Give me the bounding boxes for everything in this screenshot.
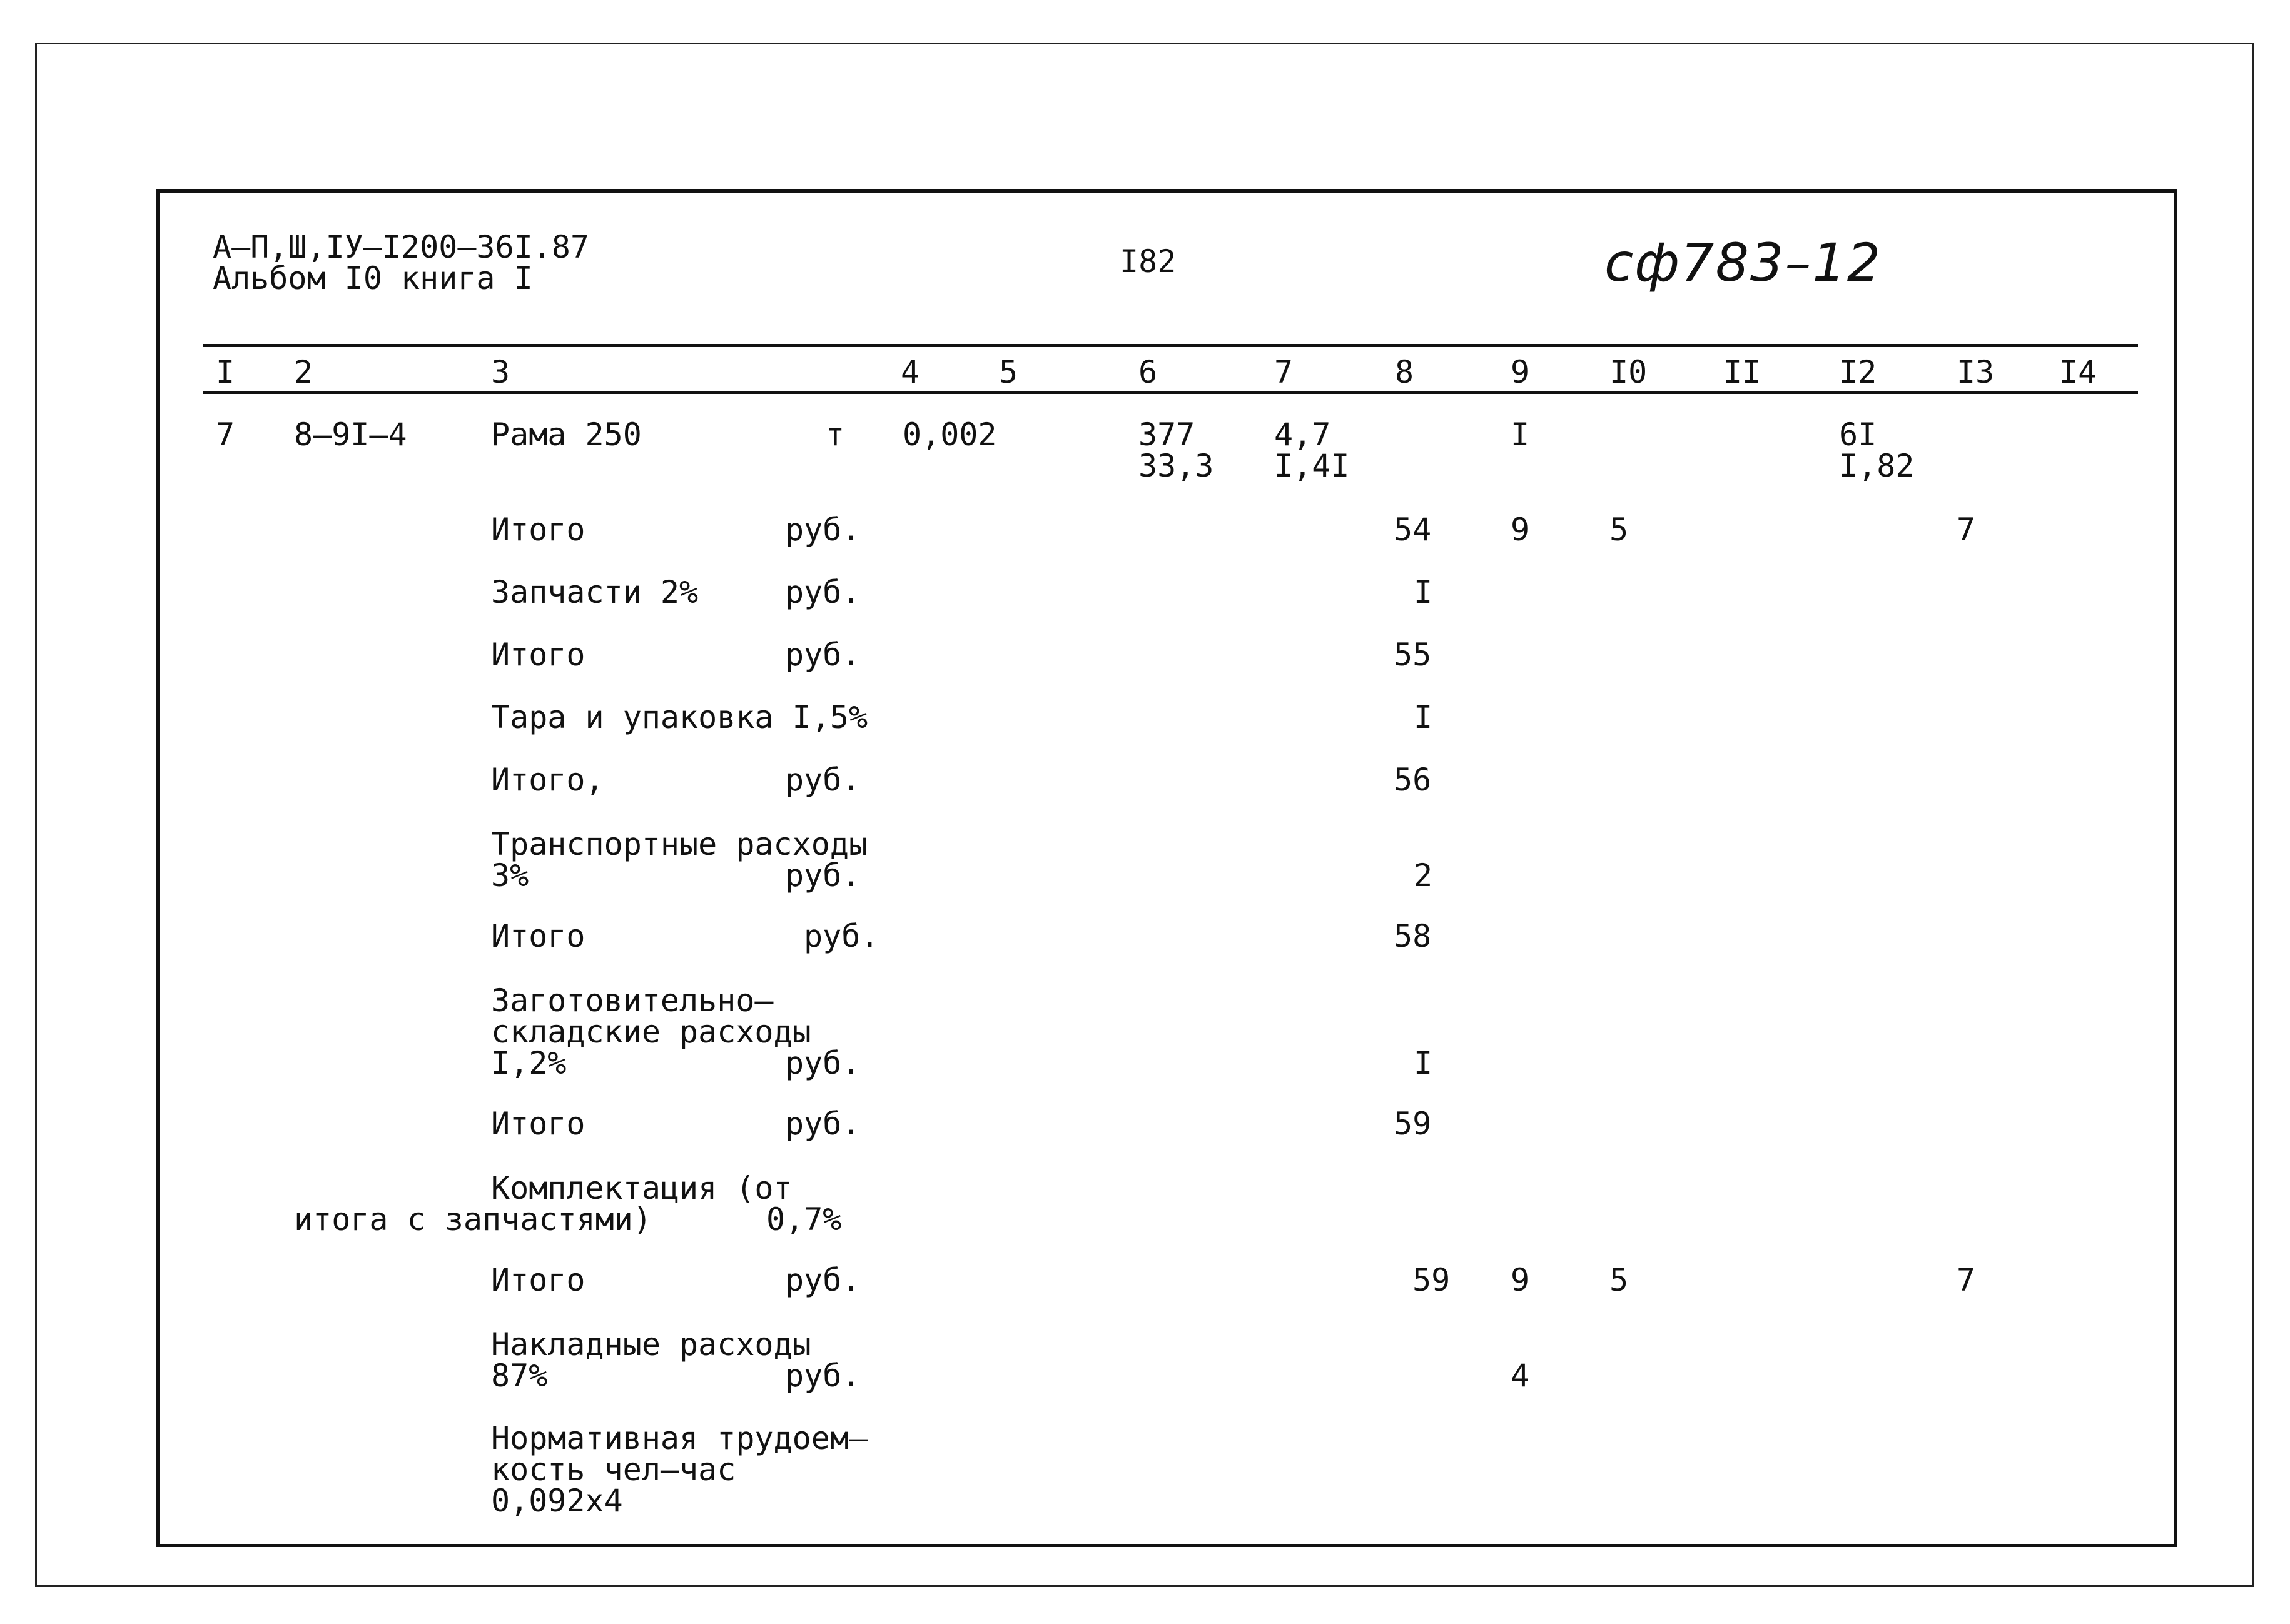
line-label: Транспортные расходы <box>491 826 868 862</box>
col-header-8: 8 <box>1395 354 1414 390</box>
line-unit: руб. <box>785 1106 861 1142</box>
line-col8: 56 <box>1394 762 1432 798</box>
col-header-5: 5 <box>999 354 1018 390</box>
line-col9: 9 <box>1511 1262 1530 1298</box>
row-col7-b: I,4I <box>1274 448 1350 484</box>
line-label: Запчасти 2% <box>491 574 699 610</box>
line-label-rate: 87% <box>491 1358 548 1394</box>
page-number: I82 <box>1120 243 1177 280</box>
col-header-13: I3 <box>1957 354 1995 390</box>
line-col10: 5 <box>1609 1262 1629 1298</box>
line-label: Нормативная трудоем– <box>491 1420 868 1456</box>
line-label: Тара и упаковка I,5% <box>491 699 868 735</box>
line-unit: руб. <box>785 512 861 548</box>
col-header-14: I4 <box>2059 354 2097 390</box>
col-header-10: I0 <box>1609 354 1648 390</box>
col-header-3: 3 <box>491 354 510 390</box>
col-header-6: 6 <box>1138 354 1158 390</box>
col-header-12: I2 <box>1839 354 1877 390</box>
line-unit: руб. <box>785 637 861 673</box>
col-header-2: 2 <box>294 354 313 390</box>
row-number: 7 <box>216 416 235 453</box>
col-header-4: 4 <box>901 354 920 390</box>
row-col6-b: 33,3 <box>1138 448 1214 484</box>
line-label-rate: 3% <box>491 857 529 894</box>
album-label: Альбом I0 книга I <box>213 260 533 296</box>
line-col8: I <box>1414 699 1433 735</box>
line-col8: 54 <box>1394 512 1432 548</box>
row-col7-a: 4,7 <box>1274 416 1331 453</box>
line-col13: 7 <box>1957 1262 1976 1298</box>
row-unit: т <box>826 416 845 453</box>
line-label-rate: 0,092х4 <box>491 1483 623 1519</box>
line-label: Накладные расходы <box>491 1326 811 1363</box>
line-unit: руб. <box>785 762 861 798</box>
header-top-rule <box>203 344 2138 347</box>
line-label-rate: I,2% <box>491 1045 567 1081</box>
row-col6-a: 377 <box>1138 416 1195 453</box>
line-label: Комплектация (от <box>491 1170 793 1206</box>
row-name: Рама 250 <box>491 416 642 453</box>
col-header-11: II <box>1723 354 1761 390</box>
line-col9: 9 <box>1511 512 1530 548</box>
line-unit: руб. <box>785 857 861 894</box>
col-header-7: 7 <box>1274 354 1294 390</box>
line-label-cont: складские расходы <box>491 1014 811 1050</box>
line-unit: руб. <box>785 1045 861 1081</box>
line-col13: 7 <box>1957 512 1976 548</box>
line-label-cont: итога с запчастями) <box>294 1201 652 1238</box>
line-label: Итого <box>491 512 585 548</box>
line-label: Итого <box>491 918 585 954</box>
line-col8: 55 <box>1394 637 1432 673</box>
line-unit: руб. <box>785 574 861 610</box>
line-col9: 4 <box>1511 1358 1530 1394</box>
line-label: Итого <box>491 637 585 673</box>
line-label-cont: кость чел–час <box>491 1451 736 1488</box>
line-col8: 2 <box>1414 857 1433 894</box>
line-label: Итого <box>491 1106 585 1142</box>
line-label: Итого, <box>491 762 604 798</box>
line-col10: 5 <box>1609 512 1629 548</box>
line-col8: I <box>1414 1045 1433 1081</box>
row-col12-b: I,82 <box>1839 448 1915 484</box>
line-col8: 59 <box>1394 1106 1432 1142</box>
line-label: Заготовительно– <box>491 982 774 1019</box>
line-value: 0,7% <box>766 1201 842 1238</box>
header-bottom-rule <box>203 391 2138 394</box>
document-stamp: сф783–12 <box>1604 232 1882 293</box>
line-label: Итого <box>491 1262 585 1298</box>
col-header-9: 9 <box>1511 354 1530 390</box>
document-code: А–П,Ш,IУ–I200–36I.87 <box>213 229 590 265</box>
line-unit: руб. <box>785 1262 861 1298</box>
row-col12-a: 6I <box>1839 416 1877 453</box>
row-quantity: 0,002 <box>903 416 997 453</box>
line-col8: I <box>1414 574 1433 610</box>
row-col9: I <box>1511 416 1530 453</box>
line-unit: руб. <box>804 918 879 954</box>
row-code: 8–9I–4 <box>294 416 407 453</box>
line-col8: 59 <box>1412 1262 1451 1298</box>
col-header-1: I <box>216 354 235 390</box>
line-col8: 58 <box>1394 918 1432 954</box>
line-unit: руб. <box>785 1358 861 1394</box>
